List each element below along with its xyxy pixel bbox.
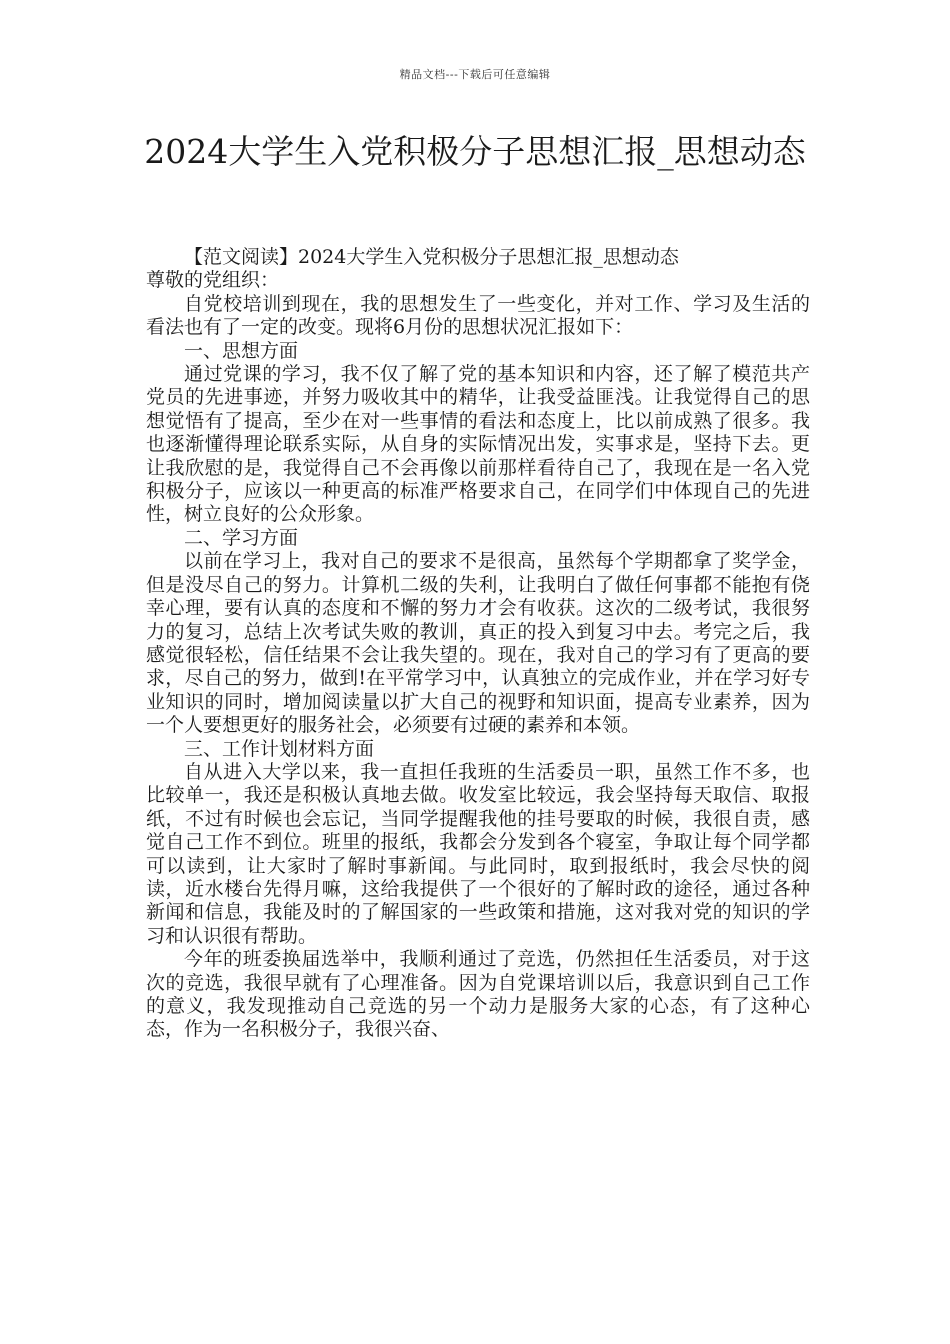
section-heading-thought: 一、思想方面: [184, 339, 299, 362]
intro-paragraph: 【范文阅读】2024大学生入党积极分子思想汇报_思想动态: [184, 246, 679, 268]
work-paragraph: 自从进入大学以来，我一直担任我班的生活委员一职，虽然工作不多，也比较单一，我还是积极认真地去做。收发室比较远，我会坚持每天取信、取报纸，不过有时候也会忘记，当同学提醒我他的挂号要取的时候，我很自责，感觉自己工作不到位。班里的报纸，我都会分发到各个寝室，争取让每个同学都可以读到，让大家时了解时事新闻。与此同时，取到报纸时，我会尽快的阅读，近水楼台先得月嘛，这给我提供了一个很好的了解时政的途径，通过各种新闻和信息，我能及时的了解国家的一些政策和措施，这对我对党的知识的学习和认识很有帮助。: [146, 760, 810, 947]
document-body: [146, 246, 810, 1042]
section-heading-work: 三、工作计划材料方面: [184, 737, 375, 760]
section-heading-study: 二、学习方面: [184, 526, 299, 549]
opening-paragraph: 自党校培训到现在，我的思想发生了一些变化，并对工作、学习及生活的看法也有了一定的改变。现将6月份的思想状况汇报如下：: [146, 292, 810, 339]
study-paragraph: 以前在学习上，我对自己的要求不是很高，虽然每个学期都拿了奖学金，但是没尽自己的努力。计算机二级的失利，让我明白了做任何事都不能抱有侥幸心理，要有认真的态度和不懈的努力才会有收获。这次的二级考试，我很努力的复习，总结上次考试失败的教训，真正的投入到复习中去。考完之后，我感觉很轻松，信任结果不会让我失望的。现在，我对自己的学习有了更高的要求，尽自己的努力，做到!在平常学习中，认真独立的完成作业，并在学习好专业知识的同时，增加阅读量以扩大自己的视野和知识面，提高专业素养，因为一个人要想更好的服务社会，必须要有过硬的素养和本领。: [146, 550, 810, 737]
page-title: 2024大学生入党积极分子思想汇报_思想动态: [144, 132, 806, 171]
salutation: 尊敬的党组织：: [146, 269, 280, 292]
election-paragraph: 今年的班委换届选举中，我顺利通过了竞选，仍然担任生活委员，对于这次的竞选，我很早就有了心理准备。因为自党课培训以后，我意识到自己工作的意义，我发现推动自己竞选的另一个动力是服务大家的心态，有了这种心态，作为一名积极分子，我很兴奋、: [146, 948, 810, 1041]
thought-paragraph: 通过党课的学习，我不仅了解了党的基本知识和内容，还了解了模范共产党员的先进事迹，并努力吸收其中的精华，让我受益匪浅。让我觉得自己的思想觉悟有了提高，至少在对一些事情的看法和态度上，比以前成熟了很多。我也逐渐懂得理论联系实际，从自身的实际情况出发，实事求是，坚持下去。更让我欣慰的是，我觉得自己不会再像以前那样看待自己了，我现在是一名入党积极分子，应该以一种更高的标准严格要求自己，在同学们中体现自己的先进性，树立良好的公众形象。: [146, 363, 810, 526]
header-note: 精品文档---下载后可任意编辑: [399, 68, 551, 81]
